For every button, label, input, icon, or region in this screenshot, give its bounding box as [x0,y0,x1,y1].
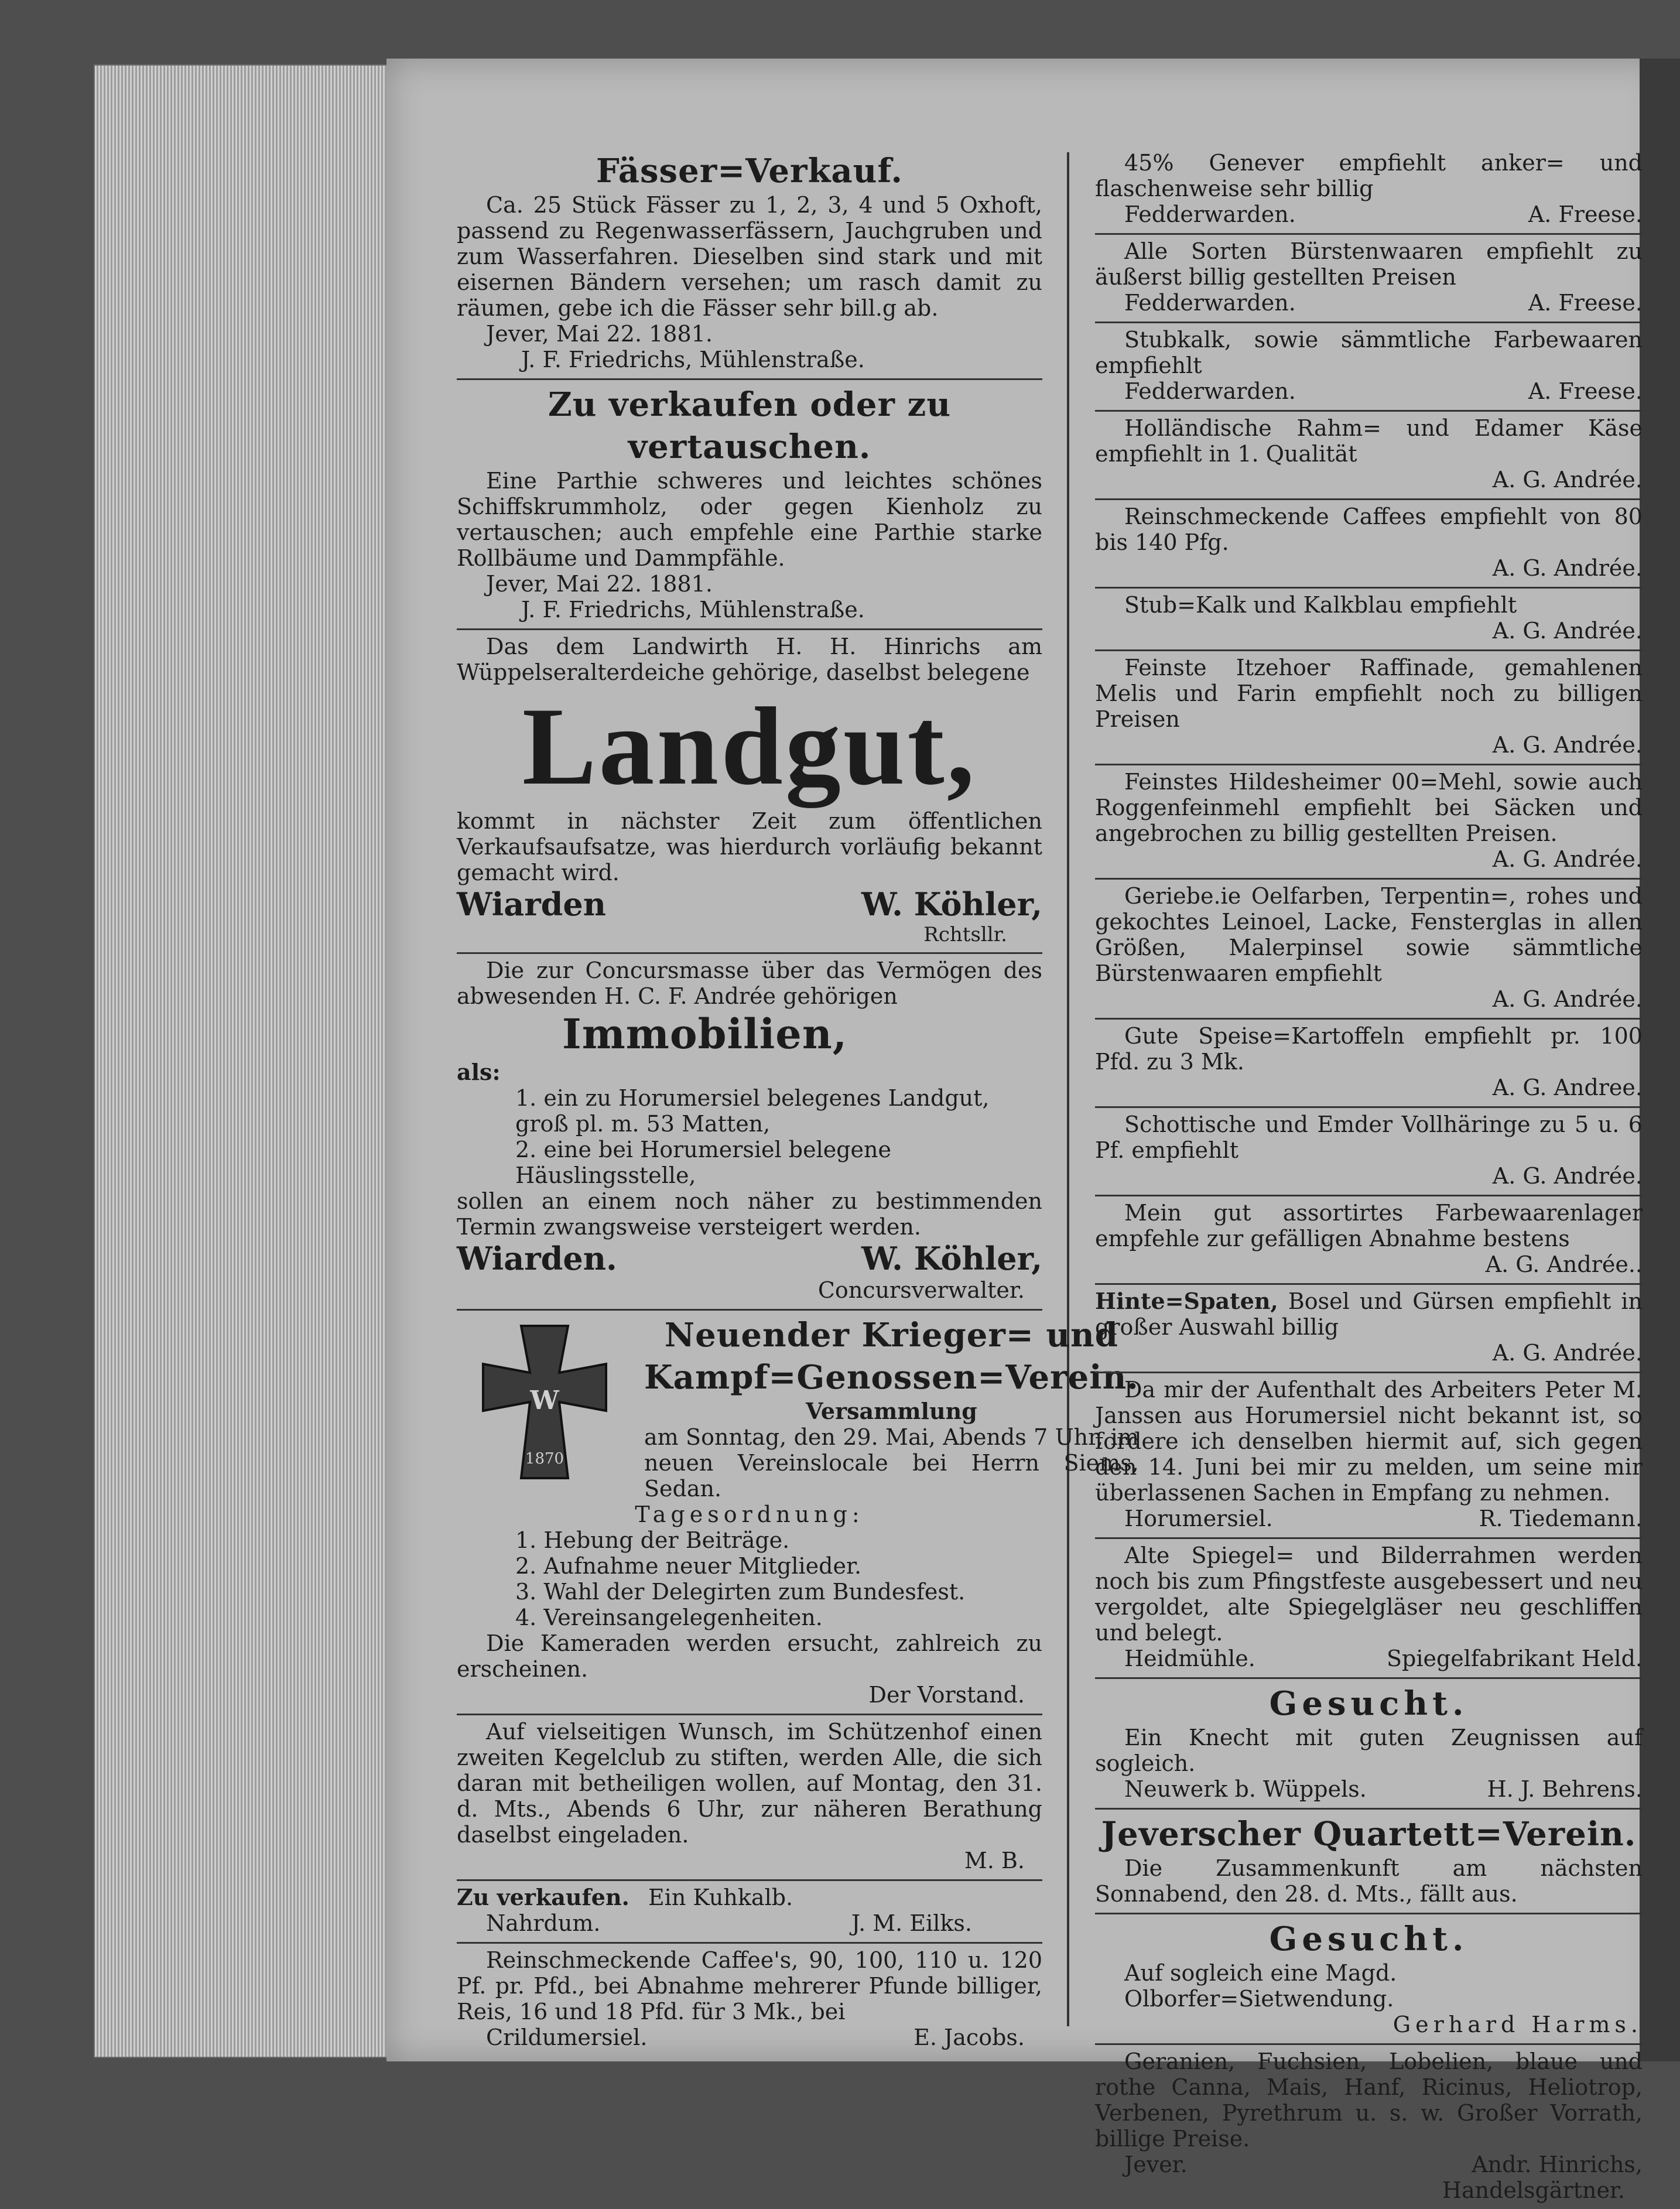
ad-body: am Sonntag, den 29. Mai, Abends 7 Uhr, im neuen Vereinslocale bei Herrn Siems, Sedan. [644,1424,1139,1502]
list-item: 3. Wahl der Delegirten zum Bundesfest. [515,1579,966,1605]
ad-caffee-jacobs [457,1944,1042,2056]
ad-signature-row [457,885,1042,923]
ad-krieger-verein [457,1311,1139,1715]
ad-body: Alte Spiegel= und Bilderrahmen werden noch bis zum Pfingstfeste ausgebessert und neu vergoldet, alte Spiegelgläser neu geschliffen und belegt. [1095,1543,1643,1646]
ad-signature: H. J. Behrens. [1487,1776,1643,1802]
ad-signature-row [1095,201,1643,227]
list-item: 1. ein zu Horumersiel belegenes Landgut, groß pl. m. 53 Matten, [515,1085,990,1137]
ad-title: Landgut, [522,685,977,808]
ad-signature-row [1095,378,1643,404]
list-item: 2. Aufnahme neuer Mitglieder. [515,1553,862,1579]
ad-kartoffeln [1095,1020,1643,1108]
ad-title: Fässer=Verkauf. [596,152,903,190]
ad-janssen [1095,1373,1643,1539]
left-column [457,146,1139,2056]
list-item: 1. Hebung der Beiträge. [515,1527,790,1553]
ad-gesucht-magd [1095,1914,1643,2045]
ad-signature-row [1095,1506,1643,1531]
ad-caffees [1095,500,1643,589]
ad-body: Feinste Itzehoer Raffinade, gemahlenen Melis und Farin empfiehlt noch zu billigen Preisen [1095,655,1643,732]
ad-lead: Hinte=Spaten, [1095,1288,1278,1314]
ad-signature: W. Köhler, [861,885,1042,923]
ad-place: Heidmühle. [1124,1646,1255,1671]
ad-signature: A. G. Andree. [1492,1075,1643,1100]
iron-cross-icon [457,1314,632,1490]
ad-intro: Das dem Landwirth H. H. Hinrichs am Wüppelseralterdeiche gehörige, daselbst belegene [457,634,1042,685]
ad-hinte-spaten [1095,1285,1643,1373]
ad-title: Gesucht. [1269,1920,1469,1958]
ad-title: Zu verkaufen oder zu vertauschen. [548,385,952,466]
ad-signature: A. G. Andrée.. [1485,1251,1643,1277]
ad-stubkalk [1095,323,1643,412]
ad-role: Handelsgärtner. [1442,2177,1625,2203]
ad-signature: Gerhard Harms. [1392,2012,1643,2037]
ad-als: als: [457,1059,501,1085]
ad-body: Geranien, Fuchsien, Lobelien, blaue und rothe Canna, Mais, Hanf, Ricinus, Heliotrop, Verbenen, Pyrethrum u. s. w. Großer Vorrath, billige Preise. [1095,2049,1643,2152]
ad-signature: W. Köhler, [861,1240,1042,1277]
ad-landgut [457,630,1042,954]
ad-body: Geriebe.ie Oelfarben, Terpentin=, rohes und gekochtes Leinoel, Lacke, Fensterglas in allen Größen, Malerpinsel sowie sämmtliche Bürstenwaaren empfiehlt [1095,883,1643,986]
cross-letter: W [530,1386,559,1415]
ad-body: Schottische und Emder Vollhäringe zu 5 u. 6 Pf. empfiehlt [1095,1112,1643,1163]
ad-body: Holländische Rahm= und Edamer Käse empfiehlt in 1. Qualität [1095,415,1643,467]
ad-place: Olborfer=Sietwendung. [1124,1986,1394,2012]
ad-signature-row [457,1240,1042,1277]
ad-title: Gesucht. [1269,1684,1469,1723]
ad-body: Auf vielseitigen Wunsch, im Schützenhof einen zweiten Kegelclub zu stiften, werden Alle, die sich daran mit betheiligen wollen, auf Montag, den 31. d. Mts., Abends 6 Uhr, zur näheren Berathung daselbst eingeladen. [457,1719,1042,1848]
ad-title-row [457,1885,1042,1910]
ad-title-line2: Kampf=Genossen=Verein. [644,1358,1139,1397]
ad-kuhkalb [457,1881,1042,1944]
ad-place: Wiarden. [457,1240,617,1277]
ad-kaese [1095,412,1643,500]
ad-place-date: Jever, Mai 22. 1881. [486,321,713,347]
ad-signature: A. G. Andrée. [1492,555,1643,581]
ad-body: Da mir der Aufenthalt des Arbeiters Peter M. Janssen aus Horumersiel nicht bekannt ist, so fordere ich denselben hiermit auf, sich gegen den 14. Juni bei mir zu melden, um seine mir überlassenen Sachen in Empfang zu nehmen. [1095,1377,1643,1506]
ad-body: kommt in nächster Zeit zum öffentlichen Verkaufsaufsatze, was hierdurch vorläufig bekannt gemacht wird. [457,808,1042,885]
ad-body: Stub=Kalk und Kalkblau empfiehlt [1124,592,1517,618]
ad-signature: A. Freese. [1528,201,1643,227]
ad-body: Reinschmeckende Caffees empfiehlt von 80 bis 140 Pfg. [1095,504,1643,555]
ad-vollhaeringe [1095,1108,1643,1196]
ad-body: Reinschmeckende Caffee's, 90, 100, 110 u. 120 Pf. pr. Pfd., bei Abnahme mehrerer Pfunde billiger, Reis, 16 und 18 Pfd. für 3 Mk., bei [457,1947,1042,2025]
ad-signature: A. Freese. [1528,378,1643,404]
ad-immobilien [457,954,1042,1311]
ad-subtitle: Versammlung [805,1398,977,1424]
ad-signature: Andr. Hinrichs, [1472,2152,1643,2177]
ad-body: Mein gut assortirtes Farbewaarenlager empfehle zur gefälligen Abnahme bestens [1095,1200,1643,1251]
ad-body: Feinstes Hildesheimer 00=Mehl, sowie auch Roggenfeinmehl empfiehlt bei Säcken und angebrochen zu billig gestellten Preisen. [1095,769,1643,846]
book-page-edges [94,64,401,2058]
ad-body: Eine Parthie schweres und leichtes schönes Schiffskrummholz, oder gegen Kienholz zu vertauschen; auch empfehle eine Parthie starke Rollbäume und Dammpfähle. [457,468,1042,571]
ad-signature: J. M. Eilks. [851,1910,972,1936]
ad-body: Alle Sorten Bürstenwaaren empfiehlt zu äußerst billig gestellten Preisen [1095,238,1643,290]
ad-signature-row [1095,1646,1643,1671]
ad-place: Horumersiel. [1124,1506,1273,1531]
ad-body: sollen an einem noch näher zu bestimmenden Termin zwangsweise versteigert werden. [457,1188,1042,1240]
agenda-title: Tagesordnung: [635,1502,864,1527]
ad-signature: A. G. Andrée. [1492,846,1643,872]
ad-place: Neuwerk b. Wüppels. [1124,1776,1367,1802]
ad-body-row [1095,1288,1643,1340]
ad-signature: A. G. Andrée. [1492,1163,1643,1189]
ad-place: Fedderwarden. [1124,201,1296,227]
ad-closing: Die Kameraden werden ersucht, zahlreich zu erscheinen. [457,1630,1042,1682]
ad-body: 45% Genever empfiehlt anker= und flaschenweise sehr billig [1095,150,1643,201]
ad-farbewaarenlager [1095,1196,1643,1285]
ad-body: Ca. 25 Stück Fässer zu 1, 2, 3, 4 und 5 Oxhoft, passend zu Regenwasserfässern, Jauchgruben und zum Wasserfahren. Dieselben sind stark und mit eisernen Bändern versehen; um rasch damit zu räumen, gebe ich die Fässer sehr bill.g ab. [457,192,1042,321]
ad-oelfarben [1095,880,1643,1020]
ad-role: Concursverwalter. [817,1277,1025,1303]
ad-title: Immobilien, [562,1010,848,1058]
ad-gesucht-knecht [1095,1679,1643,1810]
ad-genever [1095,146,1643,235]
ad-signature-row [457,1910,1042,1936]
ad-place: Fedderwarden. [1124,290,1296,316]
ad-body: Auf sogleich eine Magd. [1124,1960,1397,1986]
ad-signature: E. Jacobs. [913,2025,1025,2050]
list-item: 4. Vereinsangelegenheiten. [515,1605,823,1630]
ad-kegelclub [457,1715,1042,1881]
list-item: 2. eine bei Horumersiel belegene Häuslingsstelle, [515,1137,892,1188]
ad-spiegel [1095,1539,1643,1679]
ad-signature: J. F. Friedrichs, Mühlenstraße. [521,597,865,623]
ad-header-text [644,1314,1139,1502]
ad-quartett-verein [1095,1810,1643,1914]
ad-body: Die Zusammenkunft am nächsten Sonnabend, den 28. d. Mts., fällt aus. [1095,1855,1643,1907]
ad-signature-row [1095,290,1643,316]
ad-signature: A. Freese. [1528,290,1643,316]
ad-title-line1: Neuender Krieger= und [664,1316,1118,1355]
ad-title: Jeverscher Quartett=Verein. [1101,1815,1637,1854]
ad-body: Stubkalk, sowie sämmtliche Farbewaaren empfiehlt [1095,327,1643,378]
ad-signature-row [1095,1776,1643,1802]
ad-place: Jever. [1124,2152,1188,2177]
ad-buerstenwaaren [1095,235,1643,323]
ad-signature-row [457,2025,1042,2050]
ad-place: Nahrdum. [486,1910,601,1936]
ad-intro: Die zur Concursmasse über das Vermögen des abwesenden H. C. F. Andrée gehörigen [457,958,1042,1009]
ad-mehl [1095,765,1643,880]
ad-text: Ein Kuhkalb. [648,1885,793,1910]
ad-signature: A. G. Andrée. [1492,986,1643,1012]
ad-geranien [1095,2045,1643,2209]
ad-signature: A. G. Andrée. [1492,732,1643,758]
ad-signature-row [1095,2152,1643,2177]
ad-signature: J. F. Friedrichs, Mühlenstraße. [521,347,865,372]
ad-signature: Der Vorstand. [868,1682,1025,1708]
ad-place-date: Jever, Mai 22. 1881. [486,571,713,597]
ad-signature: R. Tiedemann. [1479,1506,1643,1531]
ad-signature: A. G. Andrée. [1492,467,1643,493]
ad-title: Zu verkaufen. [457,1884,629,1910]
ad-signature: A. G. Andrée. [1492,1340,1643,1366]
ad-signature: Spiegelfabrikant Held. [1386,1646,1643,1671]
ad-zu-verkaufen-oder-vertauschen [457,380,1042,630]
ad-body: Ein Knecht mit guten Zeugnissen auf sogleich. [1095,1725,1643,1776]
column-divider [1067,152,1069,2026]
ad-kalkblau [1095,589,1643,651]
ad-place: Crildumersiel. [486,2025,648,2050]
ad-role: Rchtsllr. [923,923,1007,946]
right-column [1095,146,1643,2209]
ad-place: Wiarden [457,885,607,923]
ad-signature: A. G. Andrée. [1492,618,1643,644]
cross-year: 1870 [525,1450,564,1468]
binding-shadow [1640,59,1680,2061]
ad-raffinade [1095,651,1643,765]
ad-body: Bosel und Gürsen empfiehlt in großer Auswahl billig [1095,1288,1643,1340]
ad-place: Fedderwarden. [1124,378,1296,404]
ad-signature: M. B. [964,1848,1025,1873]
ad-body: Gute Speise=Kartoffeln empfiehlt pr. 100 Pfd. zu 3 Mk. [1095,1023,1643,1075]
ad-header-row [457,1314,1139,1502]
ad-faesser-verkauf [457,146,1042,380]
